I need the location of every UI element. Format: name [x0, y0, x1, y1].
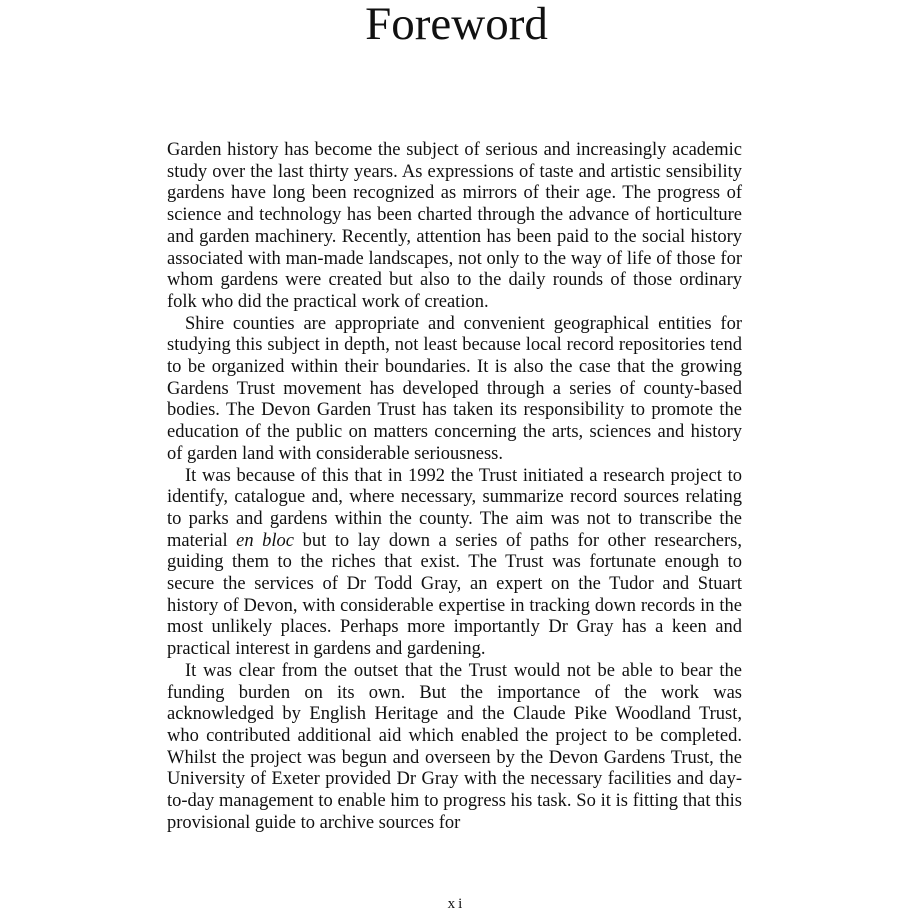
paragraph-2: Shire counties are appropriate and convenient geographical entities for studying this subject in depth, not least because local record repositories tend to be organized within their boundaries. It is also the case that the growing Gardens Trust movement has developed through a series of county-based bodies. The Devon Garden Trust has taken its responsibility to promote the education of the public on matters concerning the arts, sciences and history of garden land with considerable seriousness. — [167, 313, 742, 464]
page-title: Foreword — [365, 0, 548, 50]
paragraph-1: Garden history has become the subject of serious and increasingly academic study over the last thirty years. As expressions of taste and artistic sensibility gardens have long been recognized as mirrors of their age. The progress of science and technology has been charted through the advance of horticulture and garden machinery. Recently, attention has been paid to the social history associated with man-made landscapes, not only to the way of life of those for whom gardens were created but also to the daily rounds of those ordinary folk who did the practical work of creation. — [167, 140, 742, 312]
paragraph-3-part-1: It was because of this that in 1992 the Trust initiated a research project to identify, catalogue and, where necessary, summarize record sources relating to parks and gardens within the county. The aim was not to transcribe the material — [167, 465, 742, 551]
body-text — [167, 140, 742, 835]
paragraph-3 — [167, 466, 742, 661]
page-number: xi — [447, 896, 466, 912]
italic-phrase: en bloc — [236, 530, 295, 551]
paragraph-3-part-2: but to lay down a series of paths for other researchers, guiding them to the riches that exist. The Trust was fortunate enough to secure the services of Dr Todd Gray, an expert on the Tudor and Stuart history of Devon, with considerable expertise in tracking down records in the most unlikely places. Perhaps more importantly Dr Gray has a keen and practical interest in gardens and gardening. — [167, 530, 743, 660]
paragraph-4: It was clear from the outset that the Trust would not be able to bear the funding burden on its own. But the importance of the work was acknowledged by English Heritage and the Claude Pike Woodland Trust, who contributed additional aid which enabled the project to be completed. Whilst the project was begun and overseen by the Devon Gardens Trust, the University of Exeter provided Dr Gray with the necessary facilities and day-to-day management to enable him to progress his task. So it is fitting that this provisional guide to archive sources for — [167, 660, 742, 833]
